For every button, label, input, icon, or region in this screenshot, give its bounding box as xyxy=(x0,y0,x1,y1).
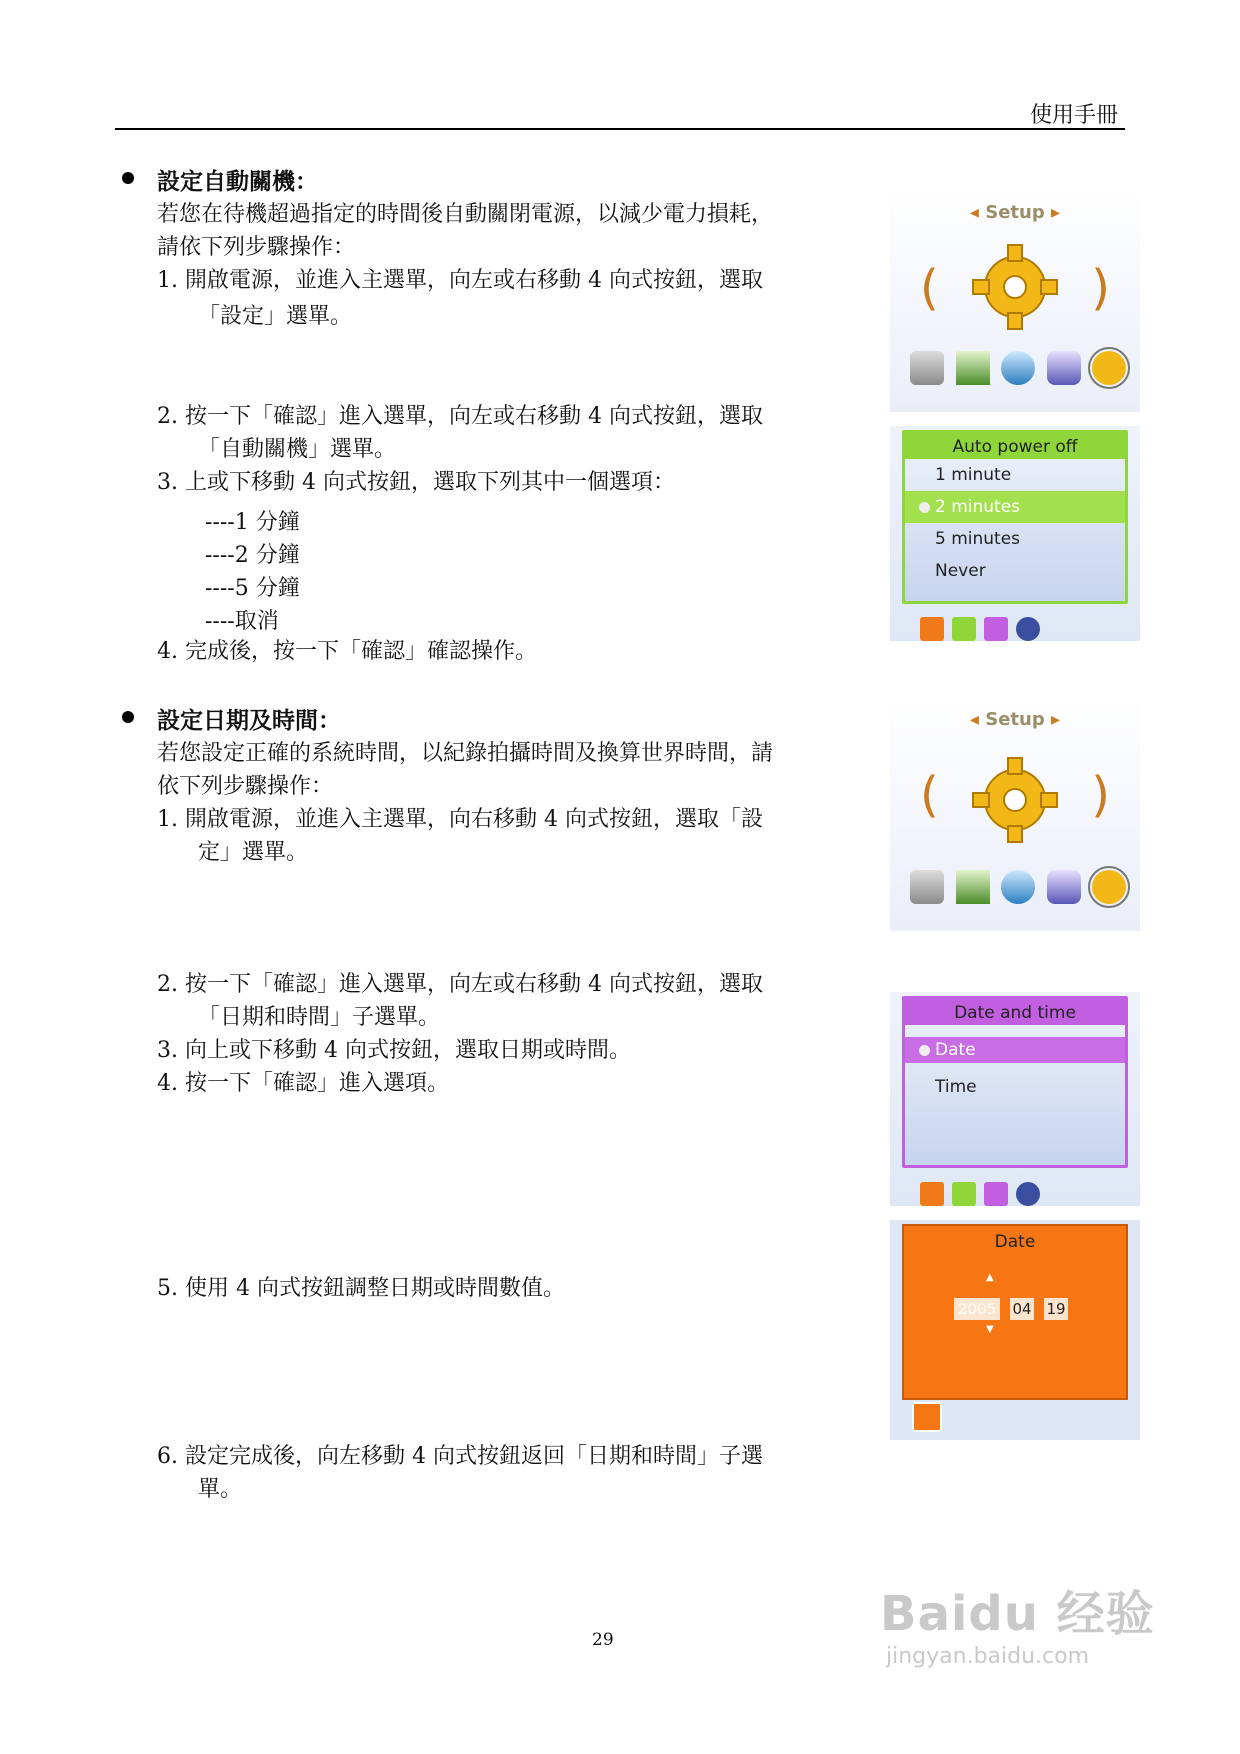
setup-icon-row xyxy=(910,865,1126,909)
step-2-cont: 「自動關機」選單。 xyxy=(198,437,397,462)
intro-line: 依下列步驟操作： xyxy=(157,774,334,799)
photo-icon[interactable] xyxy=(956,870,990,904)
watermark-logo: Baidu 经验 xyxy=(880,1586,1155,1642)
power-icon[interactable] xyxy=(952,617,976,641)
auto-power-off-panel xyxy=(902,430,1128,604)
game-icon[interactable] xyxy=(1047,351,1081,385)
tv-icon[interactable] xyxy=(920,617,944,641)
panel-title: Date xyxy=(994,1232,1036,1252)
step-6-cont: 單。 xyxy=(198,1477,243,1502)
menu-item-time[interactable]: Time xyxy=(935,1077,977,1097)
game-icon[interactable] xyxy=(1047,870,1081,904)
step-3: 3. 向上或下移動 4 向式按鈕，選取日期或時間。 xyxy=(157,1038,631,1063)
watermark-url: jingyan.baidu.com xyxy=(886,1644,1090,1669)
date-time-panel xyxy=(902,996,1128,1168)
gear-icon xyxy=(970,755,1060,845)
section-title-date-time: 設定日期及時間： xyxy=(157,707,341,734)
intro-line: 若您設定正確的系統時間，以紀錄拍攝時間及換算世界時間，請 xyxy=(157,741,774,766)
auto-power-off-screen xyxy=(890,426,1140,641)
header-title: 使用手冊 xyxy=(1030,103,1119,128)
step-1: 1. 開啟電源，並進入主選單，向左或右移動 4 向式按鈕，選取 xyxy=(157,268,763,293)
menu-item-2-minutes[interactable]: 2 minutes xyxy=(905,491,1125,523)
option-item: ----2 分鐘 xyxy=(205,543,300,568)
tab-bar xyxy=(890,601,1140,641)
menu-item-5-minutes[interactable]: 5 minutes xyxy=(935,529,1021,549)
step-4: 4. 按一下「確認」進入選項。 xyxy=(157,1071,449,1096)
menu-item-never[interactable]: Never xyxy=(935,561,986,581)
month-field[interactable]: 04 xyxy=(1010,1298,1034,1320)
step-2: 2. 按一下「確認」進入選單，向左或右移動 4 向式按鈕，選取 xyxy=(157,404,763,429)
date-edit-screen xyxy=(890,1220,1140,1440)
settings-icon[interactable] xyxy=(1092,351,1126,385)
panel-title: Date and time xyxy=(905,999,1125,1025)
section-title-auto-off: 設定自動關機： xyxy=(157,168,318,195)
video-icon[interactable] xyxy=(1001,351,1035,385)
tab-bar xyxy=(890,1166,1140,1206)
menu-item-1-minute[interactable]: 1 minute xyxy=(935,465,1012,485)
chevron-right-icon: ▸ xyxy=(1051,202,1061,223)
step-5: 5. 使用 4 向式按鈕調整日期或時間數值。 xyxy=(157,1276,565,1301)
year-field[interactable]: 2005 xyxy=(954,1298,1000,1320)
chevron-left-icon: ◂ xyxy=(969,202,979,223)
radio-selected-icon xyxy=(919,502,930,513)
step-3: 3. 上或下移動 4 向式按鈕，選取下列其中一個選項： xyxy=(157,470,675,495)
option-item: ----取消 xyxy=(205,609,279,634)
step-4: 4. 完成後，按一下「確認」確認操作。 xyxy=(157,639,537,664)
step-2-cont: 「日期和時間」子選單。 xyxy=(198,1005,441,1030)
bullet xyxy=(122,711,134,723)
header-rule xyxy=(115,128,1125,130)
bracket-left-icon: ( xyxy=(920,767,939,823)
radio-selected-icon xyxy=(919,1045,930,1056)
step-1: 1. 開啟電源，並進入主選單，向右移動 4 向式按鈕，選取「設 xyxy=(157,807,763,832)
step-2: 2. 按一下「確認」進入選單，向左或右移動 4 向式按鈕，選取 xyxy=(157,972,763,997)
bullet xyxy=(122,172,134,184)
bracket-left-icon: ( xyxy=(920,260,939,316)
panel-title: Auto power off xyxy=(905,433,1125,459)
video-icon[interactable] xyxy=(1001,870,1035,904)
settings-icon[interactable] xyxy=(1092,870,1126,904)
option-item: ----5 分鐘 xyxy=(205,576,300,601)
tv-icon[interactable] xyxy=(920,1182,944,1206)
chevron-right-icon: ▸ xyxy=(1051,709,1061,730)
bracket-right-icon: ) xyxy=(1091,260,1110,316)
setup-screen xyxy=(890,190,1140,412)
setup-icon-row xyxy=(910,346,1126,390)
music-icon[interactable] xyxy=(910,870,944,904)
option-item: ----1 分鐘 xyxy=(205,510,300,535)
up-arrow-icon: ▲ xyxy=(986,1272,994,1283)
language-icon[interactable] xyxy=(1016,617,1040,641)
gear-icon xyxy=(970,242,1060,332)
down-arrow-icon: ▼ xyxy=(986,1324,994,1335)
setup-title: ◂ Setup ▸ xyxy=(969,709,1061,730)
language-icon[interactable] xyxy=(1016,1182,1040,1206)
step-6: 6. 設定完成後，向左移動 4 向式按鈕返回「日期和時間」子選 xyxy=(157,1444,763,1469)
menu-item-date[interactable]: Date xyxy=(905,1037,1125,1063)
watermark xyxy=(880,1575,1155,1669)
bracket-right-icon: ) xyxy=(1091,767,1110,823)
photo-icon[interactable] xyxy=(956,351,990,385)
power-icon[interactable] xyxy=(952,1182,976,1206)
chevron-left-icon: ◂ xyxy=(969,709,979,730)
date-time-icon[interactable] xyxy=(984,617,1008,641)
date-time-icon[interactable] xyxy=(984,1182,1008,1206)
intro-line: 若您在待機超過指定的時間後自動關閉電源，以減少電力損耗， xyxy=(157,202,774,227)
music-icon[interactable] xyxy=(910,351,944,385)
setup-title: ◂ Setup ▸ xyxy=(969,202,1061,223)
intro-line: 請依下列步驟操作： xyxy=(157,235,356,260)
date-edit-panel xyxy=(902,1224,1128,1400)
setup-screen xyxy=(890,697,1140,931)
page-number: 29 xyxy=(592,1630,614,1650)
date-time-screen xyxy=(890,992,1140,1206)
date-time-icon[interactable] xyxy=(912,1402,942,1432)
day-field[interactable]: 19 xyxy=(1044,1298,1068,1320)
step-1-cont: 「設定」選單。 xyxy=(198,304,353,329)
step-1-cont: 定」選單。 xyxy=(198,840,309,865)
